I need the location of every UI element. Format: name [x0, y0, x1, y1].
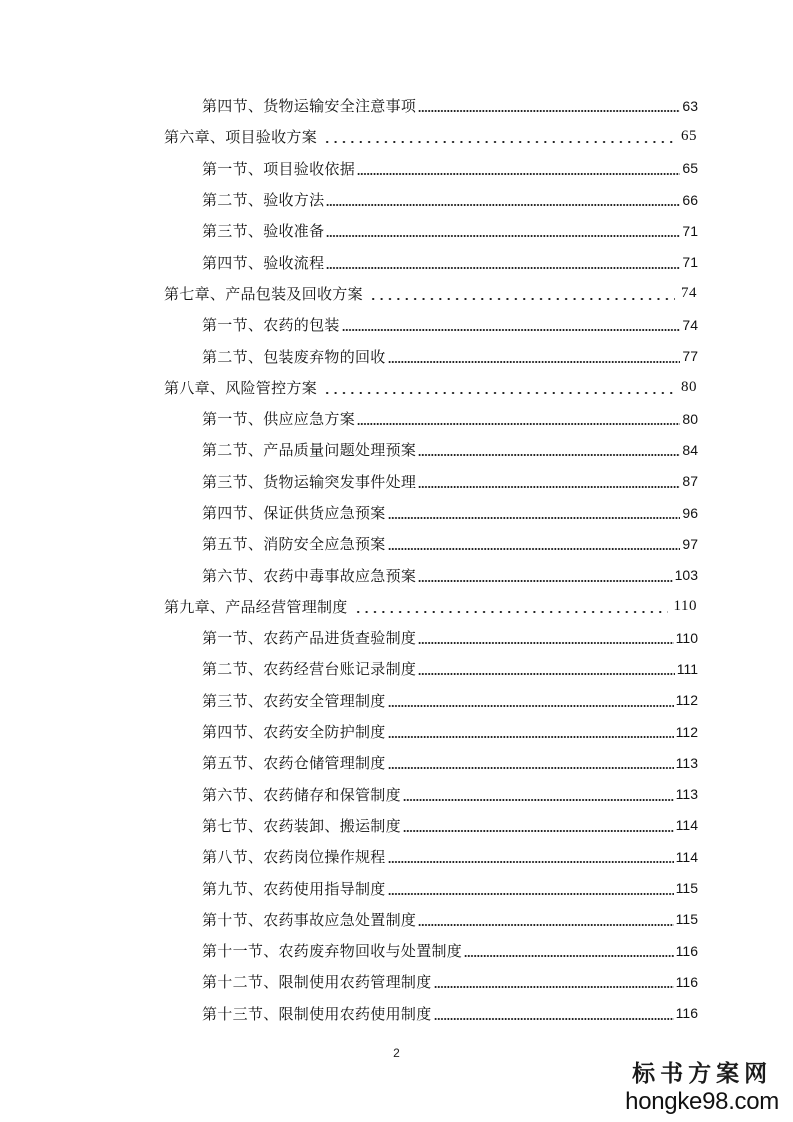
toc-entry-title: 第三节、货物运输突发事件处理 [202, 472, 417, 491]
toc-section-entry[interactable] [0, 966, 793, 997]
dot-leader [388, 724, 674, 739]
toc-entry-page: 110 [673, 597, 697, 614]
toc-section-entry[interactable] [0, 90, 793, 121]
toc-section-entry[interactable] [0, 434, 793, 465]
dot-leader [418, 630, 673, 645]
dot-leader [434, 974, 674, 989]
toc-entry-title: 第十一节、农药废弃物回收与处置制度 [202, 942, 463, 961]
toc-section-entry[interactable] [0, 747, 793, 778]
dot-leader [418, 568, 672, 583]
toc-entry-page: 84 [682, 441, 698, 458]
dot-leader [388, 536, 681, 551]
dot-leader [367, 286, 675, 301]
dot-leader [357, 411, 680, 426]
toc-entry-title: 第六节、农药储存和保管制度 [202, 785, 401, 804]
dot-leader [388, 881, 674, 896]
table-of-contents [0, 90, 793, 1029]
toc-entry-title: 第二节、产品质量问题处理预案 [202, 441, 417, 460]
toc-chapter-entry[interactable] [0, 278, 793, 309]
toc-entry-title: 第三节、农药安全管理制度 [202, 691, 386, 710]
toc-section-entry[interactable] [0, 935, 793, 966]
toc-entry-title: 第十节、农药事故应急处置制度 [202, 910, 417, 929]
toc-entry-title: 第四节、验收流程 [202, 253, 325, 272]
toc-section-entry[interactable] [0, 403, 793, 434]
dot-leader [326, 223, 680, 238]
dot-leader [388, 755, 674, 770]
toc-entry-page: 112 [675, 692, 698, 709]
toc-section-entry[interactable] [0, 841, 793, 872]
toc-section-entry[interactable] [0, 184, 793, 215]
toc-section-entry[interactable] [0, 872, 793, 903]
toc-entry-page: 116 [675, 1005, 698, 1022]
toc-section-entry[interactable] [0, 309, 793, 340]
toc-entry-page: 113 [675, 786, 698, 803]
toc-entry-page: 115 [675, 880, 698, 897]
toc-entry-page: 110 [675, 629, 698, 646]
toc-entry-page: 65 [682, 160, 698, 177]
toc-entry-page: 63 [682, 97, 698, 114]
toc-entry-title: 第八节、农药岗位操作规程 [202, 848, 386, 867]
toc-entry-page: 112 [675, 723, 698, 740]
toc-entry-page: 96 [682, 504, 698, 521]
toc-entry-page: 66 [682, 191, 698, 208]
toc-section-entry[interactable] [0, 998, 793, 1029]
dot-leader [321, 380, 675, 395]
toc-entry-title: 第七章、产品包装及回收方案 [164, 284, 363, 303]
dot-leader [357, 161, 680, 176]
toc-entry-page: 116 [675, 942, 698, 959]
toc-entry-title: 第九章、产品经营管理制度 [164, 597, 348, 616]
toc-entry-page: 71 [682, 254, 698, 271]
toc-entry-title: 第六章、项目验收方案 [164, 128, 318, 147]
toc-section-entry[interactable] [0, 779, 793, 810]
toc-entry-title: 第二节、验收方法 [202, 191, 325, 210]
toc-section-entry[interactable] [0, 653, 793, 684]
toc-entry-title: 第五节、消防安全应急预案 [202, 535, 386, 554]
watermark [625, 1060, 779, 1116]
toc-entry-page: 87 [682, 473, 698, 490]
toc-section-entry[interactable] [0, 716, 793, 747]
dot-leader [326, 192, 680, 207]
toc-section-entry[interactable] [0, 246, 793, 277]
toc-entry-title: 第四节、货物运输安全注意事项 [202, 97, 417, 116]
dot-leader [352, 599, 668, 614]
dot-leader [388, 349, 681, 364]
toc-entry-title: 第九节、农药使用指导制度 [202, 879, 386, 898]
toc-entry-title: 第三节、验收准备 [202, 222, 325, 241]
dot-leader [418, 661, 675, 676]
toc-section-entry[interactable] [0, 559, 793, 590]
toc-entry-title: 第七节、农药装卸、搬运制度 [202, 816, 401, 835]
dot-leader [388, 693, 674, 708]
toc-entry-title: 第一节、供应应急方案 [202, 410, 356, 429]
toc-entry-title: 第一节、农药产品进货查验制度 [202, 629, 417, 648]
toc-entry-page: 103 [674, 567, 698, 584]
toc-entry-title: 第四节、保证供货应急预案 [202, 504, 386, 522]
dot-leader [342, 317, 681, 332]
dot-leader [388, 505, 681, 520]
toc-section-entry[interactable] [0, 153, 793, 184]
toc-entry-title: 第六节、农药中毒事故应急预案 [202, 566, 417, 585]
toc-section-entry[interactable] [0, 466, 793, 497]
toc-section-entry[interactable] [0, 810, 793, 841]
toc-section-entry[interactable] [0, 528, 793, 559]
toc-chapter-entry[interactable] [0, 591, 793, 622]
page-number: 2 [393, 1046, 400, 1060]
toc-entry-title: 第八章、风险管控方案 [164, 378, 318, 397]
toc-entry-title: 第五节、农药仓储管理制度 [202, 754, 386, 773]
toc-entry-page: 111 [676, 660, 698, 677]
dot-leader [418, 442, 680, 457]
toc-entry-title: 第一节、项目验收依据 [202, 159, 356, 178]
toc-entry-page: 115 [675, 911, 698, 928]
toc-entry-page: 80 [681, 378, 697, 395]
toc-section-entry[interactable] [0, 904, 793, 935]
toc-entry-page: 114 [675, 848, 698, 865]
toc-entry-page: 113 [675, 754, 698, 771]
toc-entry-title: 第十二节、限制使用农药管理制度 [202, 973, 432, 992]
dot-leader [464, 943, 674, 958]
toc-chapter-entry[interactable] [0, 372, 793, 403]
toc-section-entry[interactable] [0, 685, 793, 716]
toc-entry-page: 97 [682, 535, 698, 552]
dot-leader [326, 255, 680, 270]
toc-entry-title: 第四节、农药安全防护制度 [202, 723, 386, 742]
dot-leader [321, 129, 675, 144]
toc-entry-page: 114 [675, 817, 698, 834]
toc-entry-page: 74 [681, 284, 697, 301]
toc-entry-title: 第二节、农药经营台账记录制度 [202, 660, 417, 679]
dot-leader [434, 1006, 674, 1021]
toc-entry-page: 80 [682, 410, 698, 427]
toc-section-entry[interactable] [0, 215, 793, 246]
dot-leader [403, 787, 674, 802]
toc-entry-page: 71 [682, 222, 698, 239]
toc-entry-title: 第二节、包装废弃物的回收 [202, 347, 386, 366]
watermark-url: hongke98.com [625, 1088, 779, 1115]
watermark-name: 标书方案网 [632, 1060, 773, 1087]
dot-leader [388, 849, 674, 864]
toc-entry-title: 第十三节、限制使用农药使用制度 [202, 1004, 432, 1023]
dot-leader [418, 474, 680, 489]
toc-section-entry[interactable] [0, 497, 793, 528]
dot-leader [403, 818, 674, 833]
dot-leader [418, 912, 673, 927]
toc-entry-page: 77 [682, 348, 698, 365]
toc-chapter-entry[interactable] [0, 121, 793, 152]
toc-entry-title: 第一节、农药的包装 [202, 316, 340, 335]
toc-entry-page: 116 [675, 973, 698, 990]
dot-leader [418, 98, 680, 113]
toc-section-entry[interactable] [0, 622, 793, 653]
toc-section-entry[interactable] [0, 340, 793, 371]
toc-entry-page: 74 [682, 316, 698, 333]
toc-entry-page: 65 [681, 128, 697, 145]
